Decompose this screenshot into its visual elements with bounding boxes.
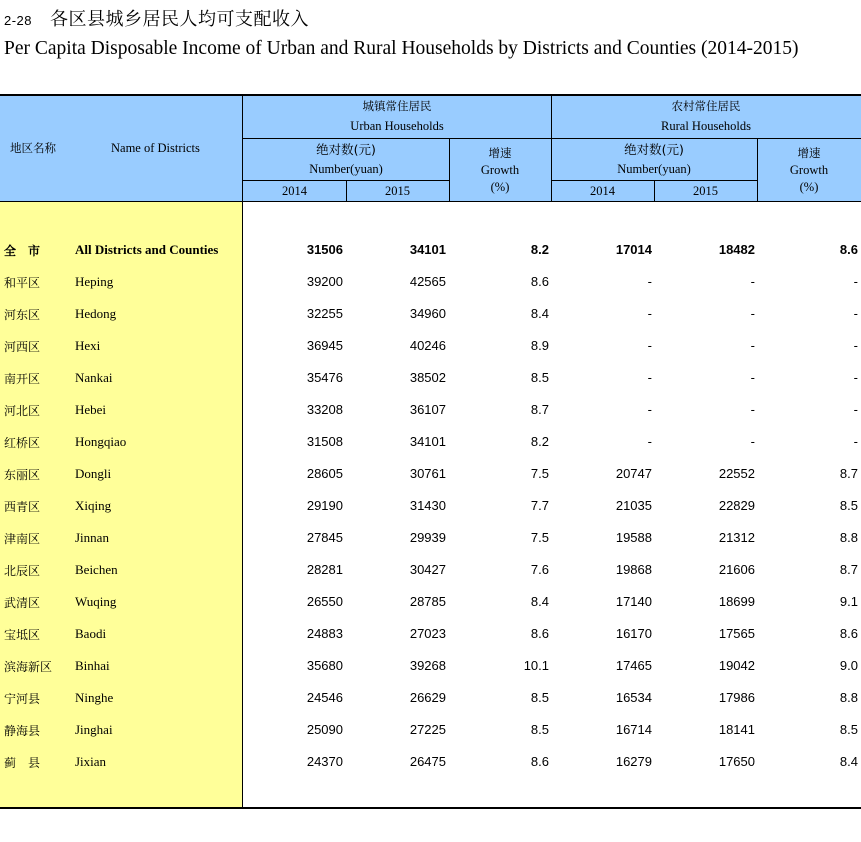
cell-u14: 24883 [306, 626, 343, 641]
district-name-cn: 河东区 [4, 308, 41, 322]
table-row [0, 458, 861, 490]
cell-u15: 39268 [409, 658, 446, 673]
cell-u14: 27845 [306, 530, 343, 545]
table-row [0, 714, 861, 746]
district-name-en: Wuqing [75, 594, 117, 609]
cell-rg: 8.5 [839, 722, 858, 737]
cell-u15: 29939 [409, 530, 446, 545]
bottom-rule [0, 807, 861, 809]
table-row [0, 522, 861, 554]
district-name-en: Binhai [75, 658, 110, 673]
cell-r15: - [750, 306, 755, 321]
cell-u15: 34101 [409, 242, 446, 257]
cell-u14: 25090 [306, 722, 343, 737]
district-name-cn: 静海县 [4, 724, 41, 738]
cell-u14: 26550 [306, 594, 343, 609]
cell-r15: 18699 [718, 594, 755, 609]
cell-r15: 19042 [718, 658, 755, 673]
cell-rg: 8.8 [839, 530, 858, 545]
rural-year-2015: 2015 [693, 184, 718, 198]
cell-u14: 33208 [306, 402, 343, 417]
cell-r15: 22829 [718, 498, 755, 513]
district-name-en: Beichen [75, 562, 118, 577]
district-name-cn: 津南区 [4, 532, 41, 546]
cell-u14: 31508 [306, 434, 343, 449]
cell-rg: 8.7 [839, 562, 858, 577]
cell-r14: 16170 [615, 626, 652, 641]
cell-ug: 8.6 [530, 754, 549, 769]
cell-ug: 8.5 [530, 690, 549, 705]
district-name-en: Hongqiao [75, 434, 127, 449]
district-name-cn: 武清区 [4, 596, 41, 610]
cell-r15: 21606 [718, 562, 755, 577]
cell-u15: 40246 [409, 338, 446, 353]
district-name-cn: 滨海新区 [4, 660, 53, 674]
cell-ug: 7.6 [530, 562, 549, 577]
cell-u15: 36107 [409, 402, 446, 417]
cell-r14: 16279 [615, 754, 652, 769]
cell-rg: 9.1 [839, 594, 858, 609]
cell-rg: 8.6 [839, 626, 858, 641]
rural-growth-cn: 增速 [797, 146, 821, 160]
cell-ug: 8.9 [530, 338, 549, 353]
cell-r15: - [750, 370, 755, 385]
cell-r15: 22552 [718, 466, 755, 481]
cell-rg: - [853, 274, 858, 289]
cell-rg: 8.7 [839, 466, 858, 481]
cell-r15: - [750, 338, 755, 353]
cell-r14: - [647, 370, 652, 385]
district-name-en: Hexi [75, 338, 101, 353]
district-name-en: Xiqing [75, 498, 112, 513]
table-row [0, 490, 861, 522]
district-header-en: Name of Districts [111, 141, 200, 155]
header-bottom-line [0, 201, 861, 202]
table-row [0, 298, 861, 330]
table-row [0, 330, 861, 362]
urban-growth-unit: (%) [490, 180, 510, 194]
urban-header-cn: 城镇常住居民 [362, 99, 432, 113]
cell-rg: 8.5 [839, 498, 858, 513]
cell-u15: 26475 [409, 754, 446, 769]
district-name-en: Jinghai [75, 722, 113, 737]
cell-ug: 8.2 [530, 434, 549, 449]
cell-ug: 7.5 [530, 530, 549, 545]
cell-ug: 8.7 [530, 402, 549, 417]
cell-r15: - [750, 274, 755, 289]
district-name-en: Ninghe [75, 690, 114, 705]
cell-u15: 26629 [409, 690, 446, 705]
table-row [0, 426, 861, 458]
district-name-cn: 宁河县 [4, 692, 41, 706]
district-name-en: Baodi [75, 626, 107, 641]
table-title-cn-text: 各区县城乡居民人均可支配收入 [50, 9, 310, 30]
cell-u15: 38502 [409, 370, 446, 385]
district-name-cn: 东丽区 [4, 468, 41, 482]
cell-r15: 17565 [718, 626, 755, 641]
cell-r15: 17650 [718, 754, 755, 769]
cell-r14: 16714 [615, 722, 652, 737]
district-name-cn: 红桥区 [4, 436, 41, 450]
table-title-cn [4, 5, 309, 31]
table-row [0, 586, 861, 618]
urban-abs-en: Number(yuan) [309, 162, 383, 176]
cell-r14: - [647, 338, 652, 353]
district-name-cn: 蓟 县 [4, 756, 41, 770]
urban-growth-en: Growth [480, 163, 520, 177]
cell-r15: 18141 [718, 722, 755, 737]
cell-rg: - [853, 306, 858, 321]
cell-u14: 28281 [306, 562, 343, 577]
cell-u14: 24546 [306, 690, 343, 705]
cell-r14: 17465 [615, 658, 652, 673]
cell-r15: 21312 [718, 530, 755, 545]
urban-year-2014: 2014 [282, 184, 307, 198]
rural-growth-en: Growth [789, 163, 829, 177]
table-row [0, 650, 861, 682]
table-row [0, 266, 861, 298]
cell-ug: 8.4 [530, 306, 549, 321]
table-row [0, 394, 861, 426]
rural-header-en: Rural Households [661, 119, 751, 133]
district-name-cn: 南开区 [4, 372, 41, 386]
urban-growth-divider [449, 138, 450, 202]
cell-r14: 20747 [615, 466, 652, 481]
cell-ug: 10.1 [523, 658, 549, 673]
cell-rg: 8.6 [839, 242, 858, 257]
cell-r15: - [750, 434, 755, 449]
cell-u15: 42565 [409, 274, 446, 289]
district-name-cn: 北辰区 [4, 564, 41, 578]
district-name-cn: 全 市 [4, 244, 41, 258]
cell-ug: 8.5 [530, 722, 549, 737]
cell-u14: 31506 [306, 242, 343, 257]
cell-r14: 17140 [615, 594, 652, 609]
district-name-cn: 和平区 [4, 276, 41, 290]
urban-abs-cn: 绝对数(元) [316, 142, 376, 157]
cell-r14: - [647, 402, 652, 417]
cell-rg: - [853, 402, 858, 417]
district-name-en: Heping [75, 274, 114, 289]
table-row [0, 618, 861, 650]
cell-rg: 8.4 [839, 754, 858, 769]
urban-growth-cn: 增速 [488, 146, 512, 160]
cell-u14: 35680 [306, 658, 343, 673]
cell-r14: 16534 [615, 690, 652, 705]
urban-header-en: Urban Households [350, 119, 444, 133]
cell-r15: - [750, 402, 755, 417]
district-name-en: Hebei [75, 402, 107, 417]
district-header-cn: 地区名称 [10, 141, 56, 155]
table-row-total [0, 234, 861, 266]
cell-u14: 32255 [306, 306, 343, 321]
cell-r14: 21035 [615, 498, 652, 513]
cell-r14: 17014 [615, 242, 652, 257]
cell-u14: 28605 [306, 466, 343, 481]
cell-ug: 8.2 [530, 242, 549, 257]
district-name-en: Nankai [75, 370, 113, 385]
urban-rural-divider [551, 96, 552, 202]
district-name-en: Hedong [75, 306, 117, 321]
rural-abs-en: Number(yuan) [617, 162, 691, 176]
rural-year-divider [654, 180, 655, 202]
cell-rg: - [853, 338, 858, 353]
cell-ug: 8.6 [530, 626, 549, 641]
cell-r14: - [647, 274, 652, 289]
cell-u15: 27225 [409, 722, 446, 737]
cell-rg: - [853, 434, 858, 449]
district-name-cn: 西青区 [4, 500, 41, 514]
district-name-en: Dongli [75, 466, 112, 481]
cell-r14: 19868 [615, 562, 652, 577]
cell-ug: 7.5 [530, 466, 549, 481]
cell-r14: - [647, 434, 652, 449]
rural-abs-cn: 绝对数(元) [624, 142, 684, 157]
district-name-en: Jinnan [75, 530, 109, 545]
cell-u14: 36945 [306, 338, 343, 353]
rural-year-2014: 2014 [590, 184, 615, 198]
cell-ug: 8.4 [530, 594, 549, 609]
cell-rg: - [853, 370, 858, 385]
rural-growth-unit: (%) [799, 180, 819, 194]
district-name-cn: 宝坻区 [4, 628, 41, 642]
cell-u15: 28785 [409, 594, 446, 609]
urban-year-divider [346, 180, 347, 202]
cell-u15: 31430 [409, 498, 446, 513]
cell-u15: 27023 [409, 626, 446, 641]
district-name-cn: 河北区 [4, 404, 41, 418]
table-row [0, 682, 861, 714]
cell-r15: 18482 [718, 242, 755, 257]
cell-u14: 39200 [306, 274, 343, 289]
header-divider-1 [243, 138, 861, 139]
table-row [0, 554, 861, 586]
cell-r15: 17986 [718, 690, 755, 705]
cell-rg: 9.0 [839, 658, 858, 673]
cell-u14: 24370 [306, 754, 343, 769]
cell-ug: 8.6 [530, 274, 549, 289]
table-row [0, 362, 861, 394]
cell-rg: 8.8 [839, 690, 858, 705]
cell-ug: 7.7 [530, 498, 549, 513]
cell-r14: - [647, 306, 652, 321]
cell-u14: 35476 [306, 370, 343, 385]
cell-u15: 34101 [409, 434, 446, 449]
table-number: 2-28 [4, 13, 33, 28]
cell-u15: 34960 [409, 306, 446, 321]
cell-u14: 29190 [306, 498, 343, 513]
urban-year-2015: 2015 [385, 184, 410, 198]
rural-header-cn: 农村常住居民 [671, 99, 741, 113]
district-name-en: Jixian [75, 754, 107, 769]
cell-ug: 8.5 [530, 370, 549, 385]
table-row [0, 746, 861, 778]
district-name-en: All Districts and Counties [75, 242, 219, 257]
cell-r14: 19588 [615, 530, 652, 545]
district-name-cn: 河西区 [4, 340, 41, 354]
rural-growth-divider [757, 138, 758, 202]
table-title-en: Per Capita Disposable Income of Urban and Rural Households by Districts and Counties (2014-2015) [4, 38, 799, 59]
cell-u15: 30427 [409, 562, 446, 577]
cell-u15: 30761 [409, 466, 446, 481]
